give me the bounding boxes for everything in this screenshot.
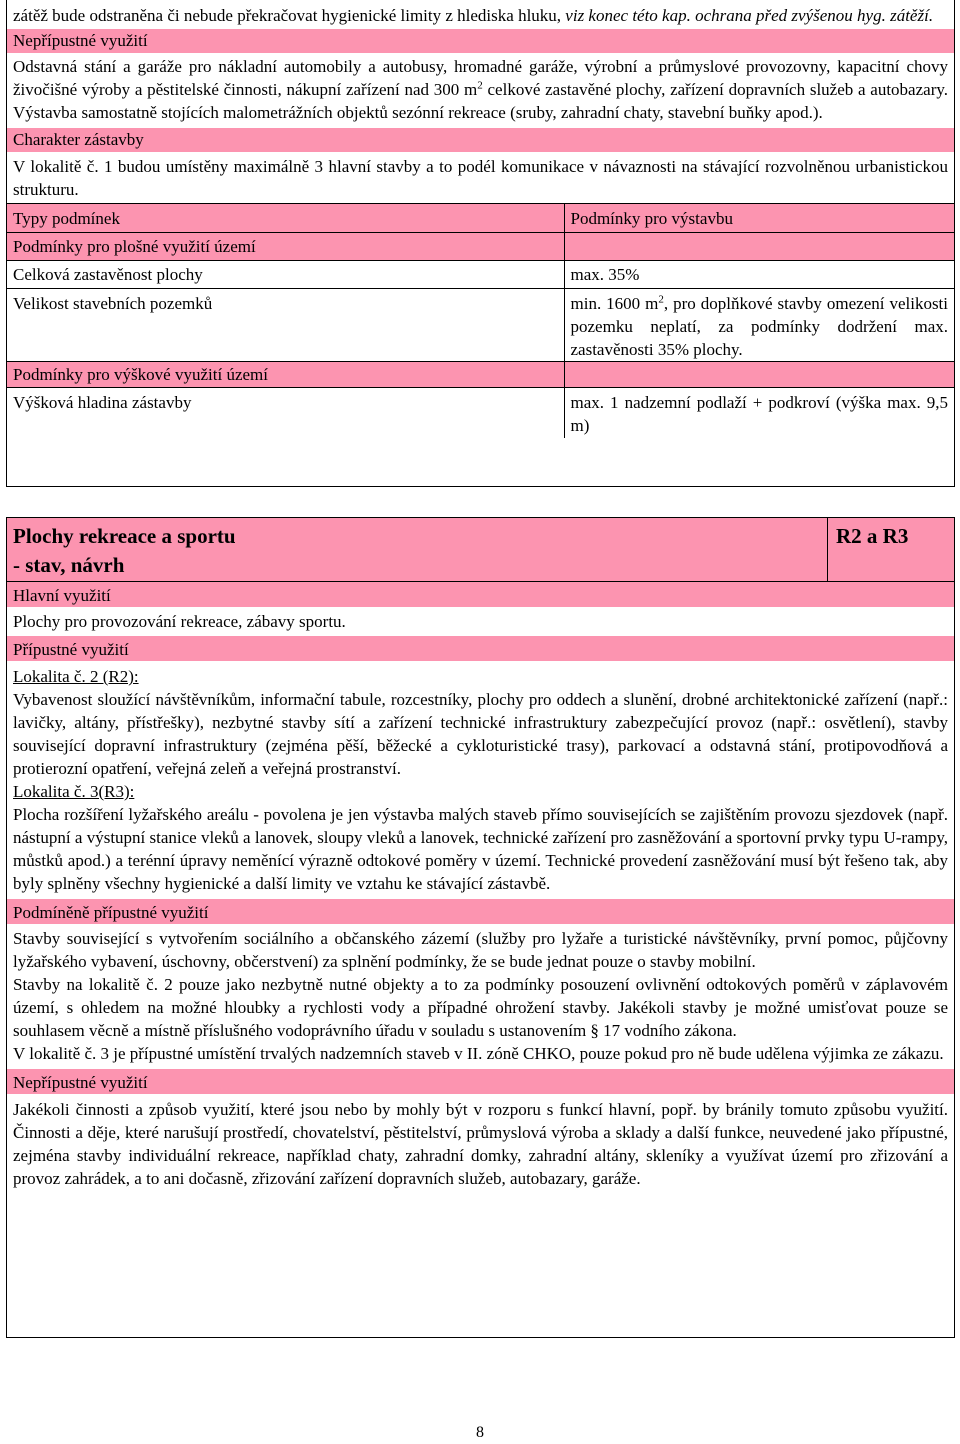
neprip2-heading bbox=[7, 1069, 954, 1094]
page-number: 8 bbox=[476, 1424, 484, 1441]
section-title-row bbox=[7, 518, 954, 582]
neprip-sup: 2 bbox=[477, 79, 483, 92]
vyska-value: max. 1 nadzemní podlaží + podkroví (výška max. 9,5 m) bbox=[570, 393, 948, 435]
podm-paragraph-1: Stavby související s vytvořením sociálního a občanského zázemí (služby pro lyžaře a turistické návštěvníky, první pomoc, půjčovny lyžařského vybavení, úschovny, občerstvení) za splnění podmínky, že se bude jednat pouze o stavby mobilní. bbox=[13, 929, 948, 971]
pozemky-value-b: , pro doplňkové stavby omezení velikosti pozemku neplatí, za podmínky dodržení max. zastavěnosti 35% plochy. bbox=[570, 294, 949, 359]
table-row bbox=[7, 289, 954, 362]
neprip-text-b: celkové zastavěné plochy, zařízení dopravních služeb a autobazary. Výstavba samostatně stojících malometrážních objektů sezónní rekreace (sruby, zahradní chaty, stavební buňky apod.). bbox=[13, 80, 948, 122]
zastavenost-value: max. 35% bbox=[564, 261, 954, 289]
prip-heading-text: Přípustné využití bbox=[13, 640, 129, 659]
table-row bbox=[7, 362, 954, 388]
neprip2-text: Jakékoli činnosti a způsob využití, které jsou nebo by mohly být v rozporu s funkcí hlavní, popř. by bránily tomuto způsobu využití. Činnosti a děje, které narušují prostředí, chovatelství, pěstitelství, průmyslová výroba a sklady a další funkce, neuvedené jako přípustné, zejména stavby individuální rekreace, například chaty, zahradní domky, zahradní altány, skleníky a využívat území pro zřizování a provoz zahrádek, a to ani dočasně, zřizování zařízení dopravních služeb, autobazary, garáže. bbox=[13, 1100, 948, 1188]
lok3-label: Lokalita č. 3(R3): bbox=[13, 782, 135, 801]
intro-paragraph bbox=[7, 0, 954, 29]
table-row bbox=[7, 261, 954, 289]
table-row bbox=[7, 388, 954, 438]
zastavenost-label: Celková zastavěnost plochy bbox=[7, 261, 564, 289]
pozemky-label: Velikost stavebních pozemků bbox=[7, 289, 564, 362]
plosne-heading: Podmínky pro plošné využití území bbox=[7, 233, 564, 261]
intro-text: zátěž bude odstraněna či nebude překračovat hygienické limity z hlediska hluku, bbox=[13, 6, 566, 25]
section-title bbox=[7, 518, 828, 581]
neprip-heading bbox=[7, 29, 954, 53]
section-code: R2 a R3 bbox=[828, 518, 954, 581]
col1-header: Typy podmínek bbox=[7, 204, 564, 233]
charakter-text: V lokalitě č. 1 budou umístěny maximálně 3 hlavní stavby a to podél komunikace v návaznosti na stávající rozvolněnou urbanistickou strukturu. bbox=[13, 157, 948, 199]
podm-paragraph-3: V lokalitě č. 3 je přípustné umístění trvalých nadzemních staveb v II. zóně CHKO, pouze pokud pro ně bude udělena výjimka ze zákazu. bbox=[13, 1044, 944, 1063]
charakter-heading bbox=[7, 128, 954, 152]
vyskove-heading: Podmínky pro výškové využití území bbox=[7, 362, 564, 388]
neprip2-heading-text: Nepřípustné využití bbox=[13, 1073, 148, 1092]
lok3-text: Plocha rozšíření lyžařského areálu - povolena je jen výstavba malých staveb přímo souvisejících se zajištěním provozu sjezdovek (např. nástupní a výstupní stanice vleků a lanovek, sloupy vleků a lanovek, technické zařízení pro zasněžování a sportovní prvky typu U-rampy, můstků apod.) a terénní úpravy neměnící výrazně odtokové poměry v území. Technické provedení zasněžování musí být řešeno tak, aby byly splněny všechny hygienické a další limity ve vztahu ke stávající zástavbě. bbox=[13, 805, 948, 893]
charakter-paragraph bbox=[7, 152, 954, 203]
vyska-label: Výšková hladina zástavby bbox=[7, 388, 564, 438]
podm-paragraph-2: Stavby na lokalitě č. 2 pouze jako nezbytně nutné objekty a to za podmínky posouzení ovlivnění odtokových poměrů v záplavovém území, s ohledem na možné hloubky a rychlosti vody a případné ohrožení stavby. Jakékoli stavby je možné umisťovat pouze se souhlasem věcně a místně příslušného vodoprávního úřadu v souladu s ustanovením § 17 vodního zákona. bbox=[13, 975, 948, 1040]
regulation-box-upper bbox=[6, 0, 955, 487]
hlavni-heading bbox=[7, 582, 954, 607]
lok2-label: Lokalita č. 2 (R2): bbox=[13, 667, 139, 686]
table-header-row bbox=[7, 204, 954, 233]
neprip-heading-text: Nepřípustné využití bbox=[13, 31, 148, 50]
prip-heading bbox=[7, 636, 954, 661]
vyskove-empty-cell bbox=[564, 362, 954, 388]
pozemky-value bbox=[564, 289, 954, 362]
podm-heading bbox=[7, 899, 954, 924]
neprip2-content bbox=[7, 1094, 954, 1190]
conditions-table bbox=[7, 203, 954, 438]
charakter-heading-text: Charakter zástavby bbox=[13, 130, 144, 149]
table-row bbox=[7, 233, 954, 261]
hlavni-paragraph bbox=[7, 607, 954, 633]
podm-heading-text: Podmíněně přípustné využití bbox=[13, 903, 209, 922]
podm-content bbox=[7, 924, 954, 1065]
vyska-value-cell bbox=[564, 388, 954, 438]
hlavni-heading-text: Hlavní využití bbox=[13, 586, 111, 605]
prip-content bbox=[7, 661, 954, 895]
section-title-line1: Plochy rekreace a sportu bbox=[13, 524, 236, 548]
pozemky-value-a: min. 1600 m bbox=[570, 294, 659, 313]
neprip-paragraph bbox=[7, 53, 954, 124]
regulation-box-lower bbox=[6, 517, 955, 1338]
section-title-line2: - stav, návrh bbox=[13, 553, 125, 577]
plosne-empty-cell bbox=[564, 233, 954, 261]
intro-italic: viz konec této kap. ochrana před zvýšenou hyg. zátěží. bbox=[565, 6, 934, 25]
neprip-text-a: Odstavná stání a garáže pro nákladní automobily a autobusy, hromadné garáže, výrobní a průmyslové provozovny, kapacitní chovy živočišné výroby a pěstitelské činnosti, nákupní zařízení nad 300 m bbox=[13, 57, 948, 99]
col2-header: Podmínky pro výstavbu bbox=[564, 204, 954, 233]
pozemky-sup: 2 bbox=[658, 293, 664, 306]
lok2-text: Vybavenost sloužící návštěvníkům, informační tabule, rozcestníky, plochy pro oddech a slunění, drobné architektonické zařízení (např.: lavičky, altány, přístřešky), nezbytné stavby sítí a zařízení technické infrastruktury zabezpečující provoz (např.: osvětlení), stavby související dopravní infrastruktury (zejména pěší, běžecké a cykloturistické trasy), parkovací a odstavná stání, protipovodňová a protierozní opatření, veřejná zeleň a veřejná prostranství. bbox=[13, 690, 948, 778]
hlavni-text: Plochy pro provozování rekreace, zábavy sportu. bbox=[13, 612, 346, 631]
